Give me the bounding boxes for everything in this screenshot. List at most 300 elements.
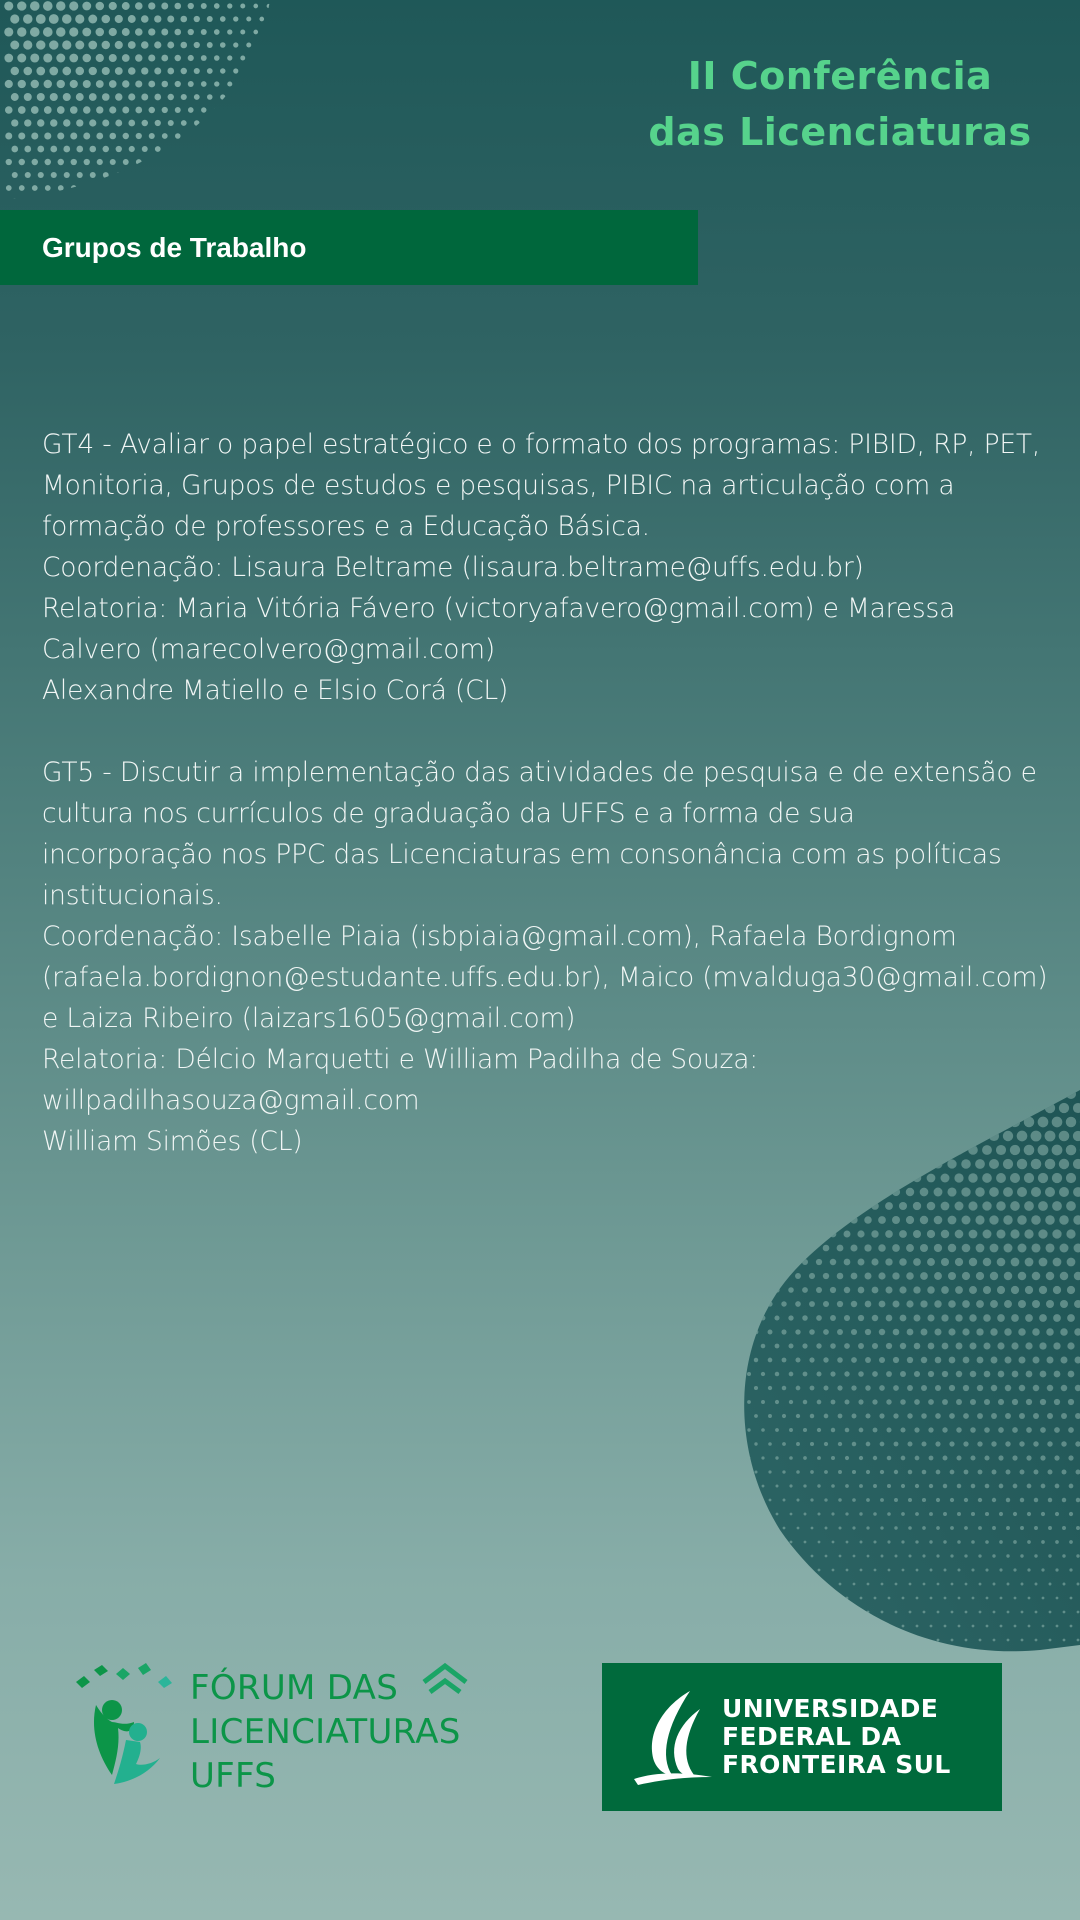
halftone-dot: [56, 1, 65, 10]
halftone-dot: [804, 1569, 807, 1572]
halftone-dot: [755, 1555, 758, 1558]
halftone-dot: [865, 1357, 871, 1363]
halftone-dot: [762, 1569, 765, 1572]
halftone-dot: [1017, 1215, 1027, 1225]
halftone-dot: [1011, 1258, 1020, 1267]
halftone-dot: [990, 1328, 997, 1335]
halftone-dot: [761, 1456, 764, 1459]
halftone-dot: [1013, 1568, 1016, 1571]
halftone-dot: [825, 1555, 828, 1558]
halftone-dot: [1052, 1089, 1062, 1099]
halftone-dot: [253, 4, 258, 9]
halftone-dot: [32, 159, 38, 165]
halftone-dot: [1061, 1385, 1067, 1391]
halftone-dot: [128, 41, 136, 49]
halftone-dot: [790, 1653, 793, 1656]
halftone-dot: [818, 1569, 821, 1572]
halftone-dot: [115, 15, 123, 23]
halftone-dot: [818, 1625, 821, 1628]
halftone-dot: [10, 41, 19, 50]
halftone-dot: [934, 1216, 943, 1225]
halftone-dot: [56, 27, 65, 36]
halftone-dot: [797, 1527, 800, 1530]
halftone-dot: [129, 172, 135, 178]
halftone-dot: [207, 68, 213, 74]
gt5-coordination: e Laiza Ribeiro (laizars1605@gmail.com): [42, 1003, 576, 1034]
halftone-dot: [839, 1611, 842, 1614]
halftone-dot: [923, 1583, 926, 1586]
halftone-dot: [1020, 1470, 1025, 1475]
gt4-line: Monitoria, Grupos de estudos e pesquisas, PIBIC na articulação com a: [42, 470, 955, 501]
halftone-dot: [775, 1344, 780, 1349]
halftone-dot: [879, 1385, 885, 1391]
halftone-dot: [962, 1300, 970, 1308]
halftone-dot: [1034, 1526, 1038, 1530]
halftone-dot: [811, 1639, 814, 1642]
halftone-dot: [830, 1231, 837, 1238]
halftone-dot: [214, 3, 220, 9]
halftone-dot: [97, 159, 103, 165]
halftone-dot: [49, 14, 59, 24]
halftone-dot: [1053, 1342, 1060, 1349]
halftone-dot: [760, 1259, 765, 1264]
halftone-dot: [885, 1230, 893, 1238]
halftone-dot: [1026, 1371, 1033, 1378]
halftone-dot: [220, 42, 226, 48]
halftone-dot: [755, 1527, 758, 1530]
halftone-dot: [1019, 1385, 1025, 1391]
gt5-line: institucionais.: [42, 880, 223, 911]
halftone-dot: [892, 1244, 900, 1252]
halftone-dot: [990, 1272, 998, 1280]
halftone-dot: [880, 1526, 883, 1529]
halftone-dot: [803, 1400, 807, 1404]
halftone-dot: [4, 1, 13, 10]
halftone-dot: [1045, 1243, 1054, 1252]
halftone-dot: [25, 172, 31, 178]
halftone-dot: [790, 1625, 793, 1628]
halftone-dot: [115, 41, 123, 49]
halftone-dot: [1034, 1470, 1039, 1475]
halftone-dot: [267, 160, 270, 163]
halftone-dot: [260, 69, 265, 74]
chevron-up-icon: [420, 1660, 470, 1704]
halftone-dot: [853, 1639, 856, 1642]
halftone-dot: [188, 133, 193, 138]
halftone-dot: [1035, 1639, 1038, 1642]
halftone-dot: [233, 121, 238, 126]
halftone-dot: [916, 1569, 919, 1572]
halftone-dot: [208, 173, 212, 177]
halftone-dot: [241, 134, 245, 138]
halftone-dot: [956, 1343, 963, 1350]
halftone-dot: [1070, 1597, 1073, 1600]
halftone-dot: [823, 1245, 830, 1252]
halftone-dot: [867, 1639, 870, 1642]
halftone-dot: [69, 54, 78, 63]
halftone-dot: [1070, 1625, 1073, 1628]
halftone-dot: [950, 1498, 954, 1502]
halftone-dot: [49, 40, 58, 49]
halftone-dot: [816, 1231, 822, 1237]
halftone-dot: [83, 80, 91, 88]
halftone-dot: [887, 1484, 891, 1488]
halftone-dot: [260, 95, 264, 99]
halftone-dot: [1026, 1427, 1032, 1433]
halftone-dot: [754, 1358, 758, 1362]
halftone-dot: [776, 1597, 779, 1600]
halftone-dot: [1052, 1145, 1063, 1156]
halftone-dot: [6, 185, 12, 191]
halftone-dot: [5, 106, 13, 114]
halftone-dot: [755, 1611, 758, 1614]
halftone-dot: [1032, 1328, 1040, 1336]
halftone-dot: [135, 107, 142, 114]
halftone-dot: [879, 1413, 884, 1418]
halftone-dot: [836, 1216, 843, 1223]
halftone-dot: [851, 1357, 857, 1363]
halftone-dot: [148, 2, 155, 9]
halftone-dot: [38, 198, 43, 203]
halftone-dot: [943, 1484, 947, 1488]
halftone-dot: [915, 1512, 919, 1516]
halftone-dot: [162, 186, 167, 191]
halftone-dot: [18, 106, 26, 114]
halftone-dot: [922, 1554, 925, 1557]
halftone-dot: [913, 1202, 921, 1210]
halftone-dot: [830, 1287, 836, 1293]
halftone-dot: [823, 1357, 828, 1362]
halftone-dot: [816, 1343, 821, 1348]
halftone-dot: [1039, 1286, 1047, 1294]
halftone-dot: [71, 159, 77, 165]
halftone-dot: [902, 1597, 905, 1600]
halftone-dot: [96, 80, 104, 88]
halftone-dot: [955, 1230, 964, 1239]
halftone-dot: [858, 1315, 864, 1321]
halftone-dot: [986, 1597, 989, 1600]
halftone-dot: [4, 54, 13, 63]
halftone-dot: [993, 1611, 996, 1614]
halftone-dot: [788, 1231, 794, 1237]
halftone-dot: [1053, 1314, 1061, 1322]
halftone-dot: [789, 1428, 793, 1432]
halftone-dot: [934, 1272, 942, 1280]
halftone-dot: [1019, 1357, 1026, 1364]
halftone-dot: [951, 1611, 954, 1614]
halftone-dot: [1067, 1258, 1076, 1267]
halftone-dot: [859, 1456, 863, 1460]
halftone-dot: [783, 1611, 786, 1614]
halftone-dot: [23, 40, 32, 49]
halftone-dot: [866, 1470, 870, 1474]
halftone-dot: [831, 1456, 835, 1460]
halftone-dot: [850, 1244, 857, 1251]
halftone-dot: [823, 1217, 830, 1224]
halftone-dot: [233, 68, 238, 73]
halftone-dot: [824, 1470, 828, 1474]
halftone-dot: [194, 42, 200, 48]
halftone-dot: [82, 54, 91, 63]
halftone-dot: [201, 81, 207, 87]
halftone-dot: [991, 1413, 997, 1419]
halftone-dot: [859, 1428, 864, 1433]
halftone-dot: [867, 1611, 870, 1614]
halftone-dot: [991, 1441, 996, 1446]
halftone-dot: [1067, 1286, 1075, 1294]
halftone-dot: [783, 1555, 786, 1558]
halftone-dot: [983, 1230, 992, 1239]
halftone-dot: [914, 1315, 921, 1322]
halftone-dot: [1059, 1103, 1069, 1113]
halftone-dot: [747, 1372, 751, 1376]
halftone-dot: [247, 121, 251, 125]
halftone-dot: [1048, 1526, 1052, 1530]
halftone-dot: [116, 198, 121, 203]
halftone-dot: [943, 1512, 947, 1516]
halftone-dot: [776, 1625, 779, 1628]
halftone-dot: [1010, 1229, 1019, 1238]
halftone-dot: [846, 1541, 849, 1544]
halftone-dot: [1055, 1568, 1058, 1571]
halftone-dot: [909, 1611, 912, 1614]
halftone-dot: [115, 120, 122, 127]
halftone-dot: [1068, 1371, 1075, 1378]
halftone-dot: [993, 1639, 996, 1642]
halftone-dot: [44, 106, 52, 114]
gt5-line: GT5 - Discutir a implementação das atividades de pesquisa e de extensão e: [42, 757, 1037, 788]
halftone-dot: [220, 121, 225, 126]
gt5-line: cultura nos currículos de graduação da UFFS e a forma de sua: [42, 798, 855, 829]
halftone-dot: [1000, 1597, 1003, 1600]
halftone-dot: [802, 1231, 808, 1237]
halftone-dot: [788, 1259, 794, 1265]
halftone-dot: [888, 1653, 891, 1656]
halftone-dot: [1049, 1639, 1052, 1642]
halftone-dot: [188, 107, 194, 113]
halftone-dot: [965, 1583, 968, 1586]
halftone-dot: [985, 1568, 988, 1571]
halftone-dot: [740, 1330, 744, 1335]
halftone-dot: [168, 146, 174, 152]
halftone-dot: [915, 1456, 920, 1461]
halftone-dot: [976, 1328, 983, 1335]
halftone-dot: [1056, 1597, 1059, 1600]
halftone-dot: [769, 1499, 772, 1502]
halftone-dot: [1032, 1300, 1040, 1308]
halftone-dot: [149, 107, 155, 113]
halftone-dot: [979, 1583, 982, 1586]
halftone-dot: [871, 1202, 879, 1210]
halftone-dot: [887, 1512, 891, 1516]
halftone-dot: [803, 1456, 807, 1460]
halftone-dot: [913, 1286, 920, 1293]
halftone-dot: [161, 81, 168, 88]
halftone-dot: [838, 1414, 843, 1419]
halftone-dot: [899, 1258, 907, 1266]
halftone-dot: [761, 1316, 766, 1321]
halftone-dot: [810, 1414, 814, 1418]
halftone-dot: [936, 1526, 940, 1530]
halftone-dot: [830, 1203, 837, 1210]
halftone-dot: [214, 107, 219, 112]
halftone-dot: [1033, 1441, 1038, 1446]
halftone-dot: [788, 1315, 793, 1320]
halftone-dot: [1059, 1131, 1070, 1142]
halftone-dot: [58, 159, 64, 165]
halftone-dot: [18, 132, 25, 139]
halftone-dot: [181, 173, 186, 178]
halftone-dot: [195, 199, 199, 203]
halftone-dot: [1054, 1371, 1061, 1378]
halftone-dot: [1006, 1526, 1010, 1530]
halftone-dot: [1063, 1583, 1066, 1586]
halftone-dot: [181, 146, 186, 151]
halftone-dot: [50, 93, 58, 101]
halftone-dot: [194, 16, 200, 22]
halftone-dot: [754, 1330, 759, 1335]
halftone-dot: [902, 1569, 905, 1572]
halftone-dot: [811, 1611, 814, 1614]
halftone-dot: [796, 1498, 799, 1501]
halftone-dot: [1033, 1385, 1039, 1391]
halftone-dot: [928, 1427, 933, 1432]
halftone-dot: [175, 81, 181, 87]
halftone-dot: [1059, 1187, 1069, 1197]
halftone-dot: [188, 3, 194, 9]
halftone-dot: [864, 1216, 872, 1224]
halftone-dot: [906, 1300, 913, 1307]
halftone-dot: [803, 1372, 808, 1377]
halftone-dot: [956, 1371, 962, 1377]
gt4-coordination: Coordenação: Lisaura Beltrame (lisaura.beltrame@uffs.edu.br): [42, 552, 864, 583]
halftone-dot: [769, 1639, 772, 1642]
halftone-dot: [906, 1272, 914, 1280]
halftone-dot: [1069, 1568, 1072, 1571]
halftone-dot: [998, 1427, 1004, 1433]
halftone-dot: [1054, 1399, 1060, 1405]
forum-logo-line3: UFFS: [190, 1756, 277, 1796]
halftone-dot: [789, 1484, 792, 1487]
halftone-dot: [748, 1597, 751, 1600]
halftone-dot: [1004, 1244, 1013, 1253]
halftone-dot: [227, 29, 232, 34]
halftone-dot: [1041, 1568, 1044, 1571]
forum-logo-line2: LICENCIATURAS: [190, 1712, 461, 1752]
halftone-dot: [998, 1371, 1005, 1378]
halftone-dot: [201, 3, 207, 9]
halftone-dot: [999, 1540, 1003, 1544]
halftone-dot: [1056, 1625, 1059, 1628]
halftone-dot: [937, 1639, 940, 1642]
halftone-dot: [844, 1371, 849, 1376]
halftone-dot: [935, 1441, 940, 1446]
halftone-dot: [962, 1328, 969, 1335]
halftone-dot: [1014, 1625, 1017, 1628]
halftone-dot: [831, 1428, 835, 1432]
halftone-dot: [832, 1569, 835, 1572]
halftone-dot: [991, 1385, 997, 1391]
halftone-dot: [6, 159, 12, 165]
gt4-cl: Alexandre Matiello e Elsio Corá (CL): [42, 675, 509, 706]
halftone-dot: [900, 1343, 906, 1349]
halftone-dot: [273, 121, 277, 125]
halftone-dot: [858, 1399, 863, 1404]
halftone-dot: [811, 1583, 814, 1586]
halftone-dot: [929, 1512, 933, 1516]
halftone-dot: [1068, 1455, 1073, 1460]
halftone-dot: [5, 80, 13, 88]
halftone-dot: [1048, 1554, 1051, 1557]
halftone-dot: [96, 2, 105, 11]
halftone-dot: [783, 1583, 786, 1586]
halftone-dot: [972, 1625, 975, 1628]
halftone-dot: [267, 134, 271, 138]
halftone-dot: [964, 1470, 969, 1475]
halftone-dot: [1045, 1215, 1055, 1225]
halftone-dot: [762, 1625, 765, 1628]
halftone-dot: [96, 54, 104, 62]
halftone-dot: [103, 198, 108, 203]
halftone-dot: [964, 1526, 968, 1530]
halftone-dot: [802, 1203, 808, 1209]
halftone-dot: [790, 1569, 793, 1572]
halftone-dot: [762, 1597, 765, 1600]
halftone-dot: [881, 1555, 884, 1558]
uffs-logo-line3: FRONTEIRA SUL: [722, 1750, 951, 1779]
halftone-dot: [1031, 1243, 1040, 1252]
halftone-dot: [970, 1455, 975, 1460]
halftone-dot: [761, 1428, 765, 1432]
halftone-dot: [70, 80, 78, 88]
halftone-dot: [872, 1343, 878, 1349]
halftone-dot: [1042, 1625, 1045, 1628]
halftone-dot: [802, 1315, 808, 1321]
halftone-dot: [1019, 1441, 1024, 1446]
halftone-dot: [789, 1400, 793, 1404]
halftone-dot: [810, 1498, 813, 1501]
halftone-dot: [189, 186, 193, 190]
halftone-dot: [859, 1512, 862, 1515]
halftone-dot: [853, 1555, 856, 1558]
halftone-dot: [817, 1428, 821, 1432]
halftone-dot: [928, 1371, 934, 1377]
uffs-swoosh-icon: [632, 1687, 714, 1787]
halftone-dot: [837, 1329, 843, 1335]
halftone-dot: [837, 1385, 842, 1390]
halftone-dot: [956, 1427, 961, 1432]
halftone-dot: [260, 147, 264, 151]
halftone-dot: [1047, 1357, 1054, 1364]
halftone-dot: [741, 1527, 744, 1530]
halftone-dot: [201, 107, 206, 112]
halftone-dot: [768, 1386, 772, 1390]
halftone-dot: [45, 159, 51, 165]
halftone-dot: [188, 29, 194, 35]
halftone-dot: [942, 1371, 948, 1377]
halftone-dot: [1040, 1427, 1046, 1433]
halftone-dot: [49, 67, 58, 76]
halftone-dot: [844, 1343, 850, 1349]
halftone-dot: [89, 67, 97, 75]
halftone-dot: [927, 1258, 935, 1266]
halftone-dot: [944, 1653, 947, 1656]
halftone-dot: [923, 1639, 926, 1642]
halftone-dot: [253, 56, 258, 61]
halftone-dot: [886, 1315, 893, 1322]
halftone-dot: [858, 1371, 864, 1377]
halftone-dot: [809, 1357, 814, 1362]
